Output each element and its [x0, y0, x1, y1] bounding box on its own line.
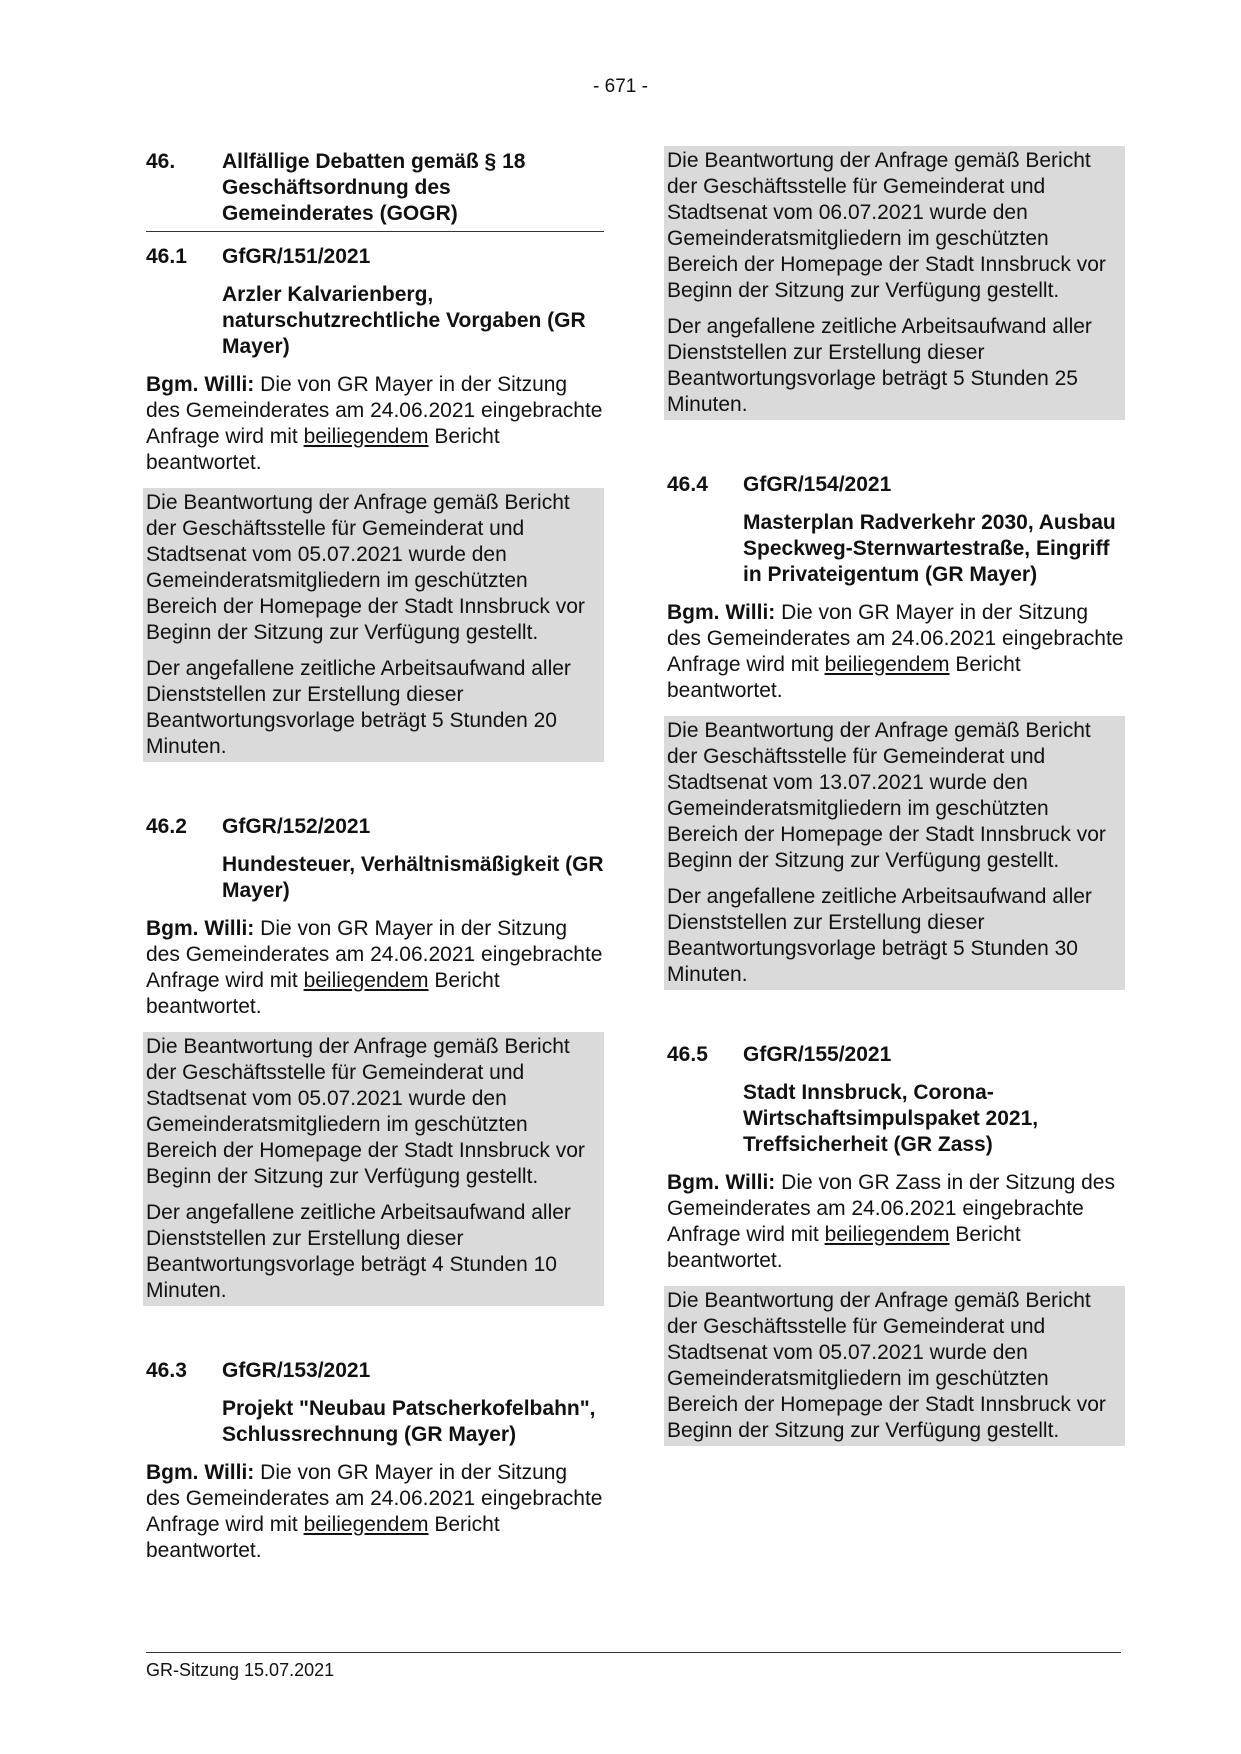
agenda-item	[146, 1358, 604, 1564]
item-note: Die Beantwortung der Anfrage gemäß Bericht der Geschäftsstelle für Gemeinderat und Stadtsenat vom 05.07.2021 wurde den Gemeinderatsmitgliedern im geschützten Bereich der Homepage der Stadt Innsbruck vor Beginn der Sitzung zur Verfügung gestellt.	[146, 1035, 585, 1188]
left-column	[146, 149, 604, 1576]
item-effort-note: Der angefallene zeitliche Arbeitsaufwand aller Dienststellen zur Erstellung dieser Beantwortungsvorlage beträgt 4 Stunden 10 Minuten.	[146, 1201, 571, 1302]
item-effort-note: Der angefallene zeitliche Arbeitsaufwand aller Dienststellen zur Erstellung dieser Beantwortungsvorlage beträgt 5 Stunden 30 Minuten.	[667, 885, 1092, 986]
item-reference: GfGR/151/2021	[222, 245, 371, 268]
speaker-label: Bgm. Willi:	[146, 373, 255, 396]
attachment-link[interactable]: beiliegendem	[303, 969, 429, 992]
item-reference: GfGR/153/2021	[222, 1359, 371, 1382]
agenda-item	[146, 244, 604, 762]
footer-divider	[146, 1652, 1121, 1653]
right-column	[667, 146, 1125, 1446]
page-number: - 671 -	[593, 76, 648, 97]
item-title: Stadt Innsbruck, Corona-Wirtschaftsimpulspaket 2021, Treffsicherheit (GR Zass)	[743, 1081, 1039, 1156]
item-title: Projekt "Neubau Patscherkofelbahn", Schlussrechnung (GR Mayer)	[222, 1397, 596, 1446]
item-note-box	[143, 1032, 604, 1306]
item-number: 46.2	[146, 815, 187, 838]
item-heading	[146, 1358, 604, 1384]
item-note-box	[664, 1286, 1125, 1446]
section-title: Allfällige Debatten gemäß § 18 Geschäftsordnung des Gemeinderates (GOGR)	[222, 150, 526, 225]
item-note-box	[143, 488, 604, 762]
speaker-label: Bgm. Willi:	[146, 917, 255, 940]
item-note: Die Beantwortung der Anfrage gemäß Bericht der Geschäftsstelle für Gemeinderat und Stadtsenat vom 06.07.2021 wurde den Gemeinderatsmitgliedern im geschützten Bereich der Homepage der Stadt Innsbruck vor Beginn der Sitzung zur Verfügung gestellt.	[667, 149, 1106, 302]
item-statement: Bgm. Willi: Die von GR Zass in der Sitzung des Gemeinderates am 24.06.2021 eingebrachte Anfrage wird mit beiliegendem Bericht beantwortet.	[667, 1171, 1115, 1272]
item-reference: GfGR/155/2021	[743, 1043, 892, 1066]
item-effort-note: Der angefallene zeitliche Arbeitsaufwand aller Dienststellen zur Erstellung dieser Beantwortungsvorlage beträgt 5 Stunden 20 Minuten.	[146, 657, 571, 758]
item-number: 46.1	[146, 245, 187, 268]
speaker-label: Bgm. Willi:	[146, 1461, 255, 1484]
attachment-link[interactable]: beiliegendem	[303, 1513, 429, 1536]
footer-text: GR-Sitzung 15.07.2021	[146, 1660, 335, 1680]
section-heading	[146, 149, 604, 232]
item-note: Die Beantwortung der Anfrage gemäß Bericht der Geschäftsstelle für Gemeinderat und Stadtsenat vom 05.07.2021 wurde den Gemeinderatsmitgliedern im geschützten Bereich der Homepage der Stadt Innsbruck vor Beginn der Sitzung zur Verfügung gestellt.	[146, 491, 585, 644]
attachment-link[interactable]: beiliegendem	[303, 425, 429, 448]
item-heading	[146, 814, 604, 840]
item-statement: Bgm. Willi: Die von GR Mayer in der Sitzung des Gemeinderates am 24.06.2021 eingebrachte Anfrage wird mit beiliegendem Bericht beantwortet.	[146, 373, 603, 474]
item-heading	[667, 1042, 1125, 1068]
agenda-item	[146, 814, 604, 1306]
item-note: Die Beantwortung der Anfrage gemäß Bericht der Geschäftsstelle für Gemeinderat und Stadtsenat vom 13.07.2021 wurde den Gemeinderatsmitgliedern im geschützten Bereich der Homepage der Stadt Innsbruck vor Beginn der Sitzung zur Verfügung gestellt.	[667, 719, 1106, 872]
item-statement: Bgm. Willi: Die von GR Mayer in der Sitzung des Gemeinderates am 24.06.2021 eingebrachte Anfrage wird mit beiliegendem Bericht beantwortet.	[146, 1461, 603, 1562]
speaker-label: Bgm. Willi:	[667, 601, 776, 624]
attachment-link[interactable]: beiliegendem	[824, 1223, 950, 1246]
item-heading	[667, 472, 1125, 498]
item-number: 46.3	[146, 1359, 187, 1382]
item-number: 46.4	[667, 473, 708, 496]
agenda-item	[667, 1042, 1125, 1446]
item-number: 46.5	[667, 1043, 708, 1066]
item-title: Arzler Kalvarienberg, naturschutzrechtliche Vorgaben (GR Mayer)	[222, 283, 586, 358]
item-effort-note: Der angefallene zeitliche Arbeitsaufwand aller Dienststellen zur Erstellung dieser Beantwortungsvorlage beträgt 5 Stunden 25 Minuten.	[667, 315, 1092, 416]
item-statement: Bgm. Willi: Die von GR Mayer in der Sitzung des Gemeinderates am 24.06.2021 eingebrachte Anfrage wird mit beiliegendem Bericht beantwortet.	[146, 917, 603, 1018]
item-statement: Bgm. Willi: Die von GR Mayer in der Sitzung des Gemeinderates am 24.06.2021 eingebrachte Anfrage wird mit beiliegendem Bericht beantwortet.	[667, 601, 1124, 702]
item-note-box	[664, 146, 1125, 420]
item-reference: GfGR/152/2021	[222, 815, 371, 838]
attachment-link[interactable]: beiliegendem	[824, 653, 950, 676]
item-heading	[146, 244, 604, 270]
item-reference: GfGR/154/2021	[743, 473, 892, 496]
speaker-label: Bgm. Willi:	[667, 1171, 776, 1194]
section-number: 46.	[146, 150, 176, 173]
agenda-item	[667, 472, 1125, 990]
item-title: Hundesteuer, Verhältnismäßigkeit (GR Mayer)	[222, 853, 604, 902]
item-note: Die Beantwortung der Anfrage gemäß Bericht der Geschäftsstelle für Gemeinderat und Stadtsenat vom 05.07.2021 wurde den Gemeinderatsmitgliedern im geschützten Bereich der Homepage der Stadt Innsbruck vor Beginn der Sitzung zur Verfügung gestellt.	[667, 1289, 1106, 1442]
item-title: Masterplan Radverkehr 2030, Ausbau Speckweg-Sternwartestraße, Eingriff in Privateigentum (GR Mayer)	[743, 511, 1116, 586]
item-note-box	[664, 716, 1125, 990]
